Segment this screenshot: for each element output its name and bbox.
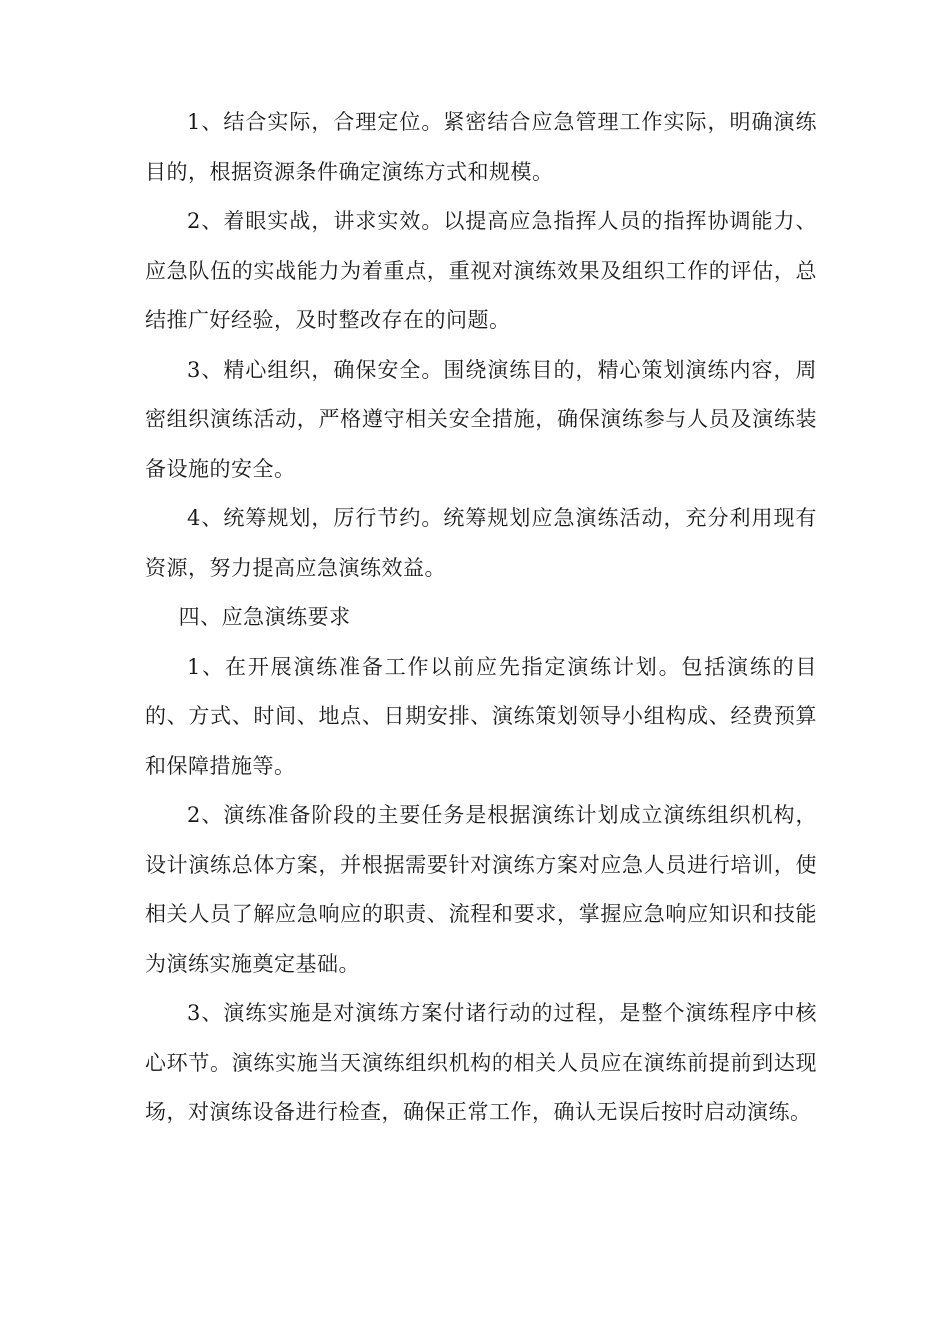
principle-paragraph-2: 2、着眼实战，讲求实效。以提高应急指挥人员的指挥协调能力、应急队伍的实战能力为着重点，重视对演练效果及组织工作的评估，总结推广好经验，及时整改存在的问题。: [145, 209, 817, 332]
section-heading: 四、应急演练要求: [178, 605, 351, 629]
principle-paragraph-4: 4、统筹规划，厉行节约。统筹规划应急演练活动，充分利用现有资源，努力提高应急演练效益。: [145, 506, 817, 580]
principle-paragraph-3: 3、精心组织，确保安全。围绕演练目的，精心策划演练内容，周密组织演练活动，严格遵守相关安全措施，确保演练参与人员及演练装备设施的安全。: [145, 357, 817, 481]
requirement-paragraph-3: 3、演练实施是对演练方案付诸行动的过程，是整个演练程序中核心环节。演练实施当天演练组织机构的相关人员应在演练前提前到达现场，对演练设备进行检查，确保正常工作，确认无误后按时启动演练。: [145, 1001, 817, 1124]
requirement-paragraph-2: 2、演练准备阶段的主要任务是根据演练计划成立演练组织机构，设计演练总体方案，并根据需要针对演练方案对应急人员进行培训，使相关人员了解应急响应的职责、流程和要求，掌握应急响应知识和技能为演练实施奠定基础。: [145, 803, 817, 976]
requirement-paragraph-1: 1、在开展演练准备工作以前应先指定演练计划。包括演练的目的、方式、时间、地点、日期安排、演练策划领导小组构成、经费预算和保障措施等。: [145, 654, 817, 778]
document-page: [145, 98, 817, 1138]
principle-paragraph-1: 1、结合实际，合理定位。紧密结合应急管理工作实际，明确演练目的，根据资源条件确定演练方式和规模。: [145, 110, 817, 184]
